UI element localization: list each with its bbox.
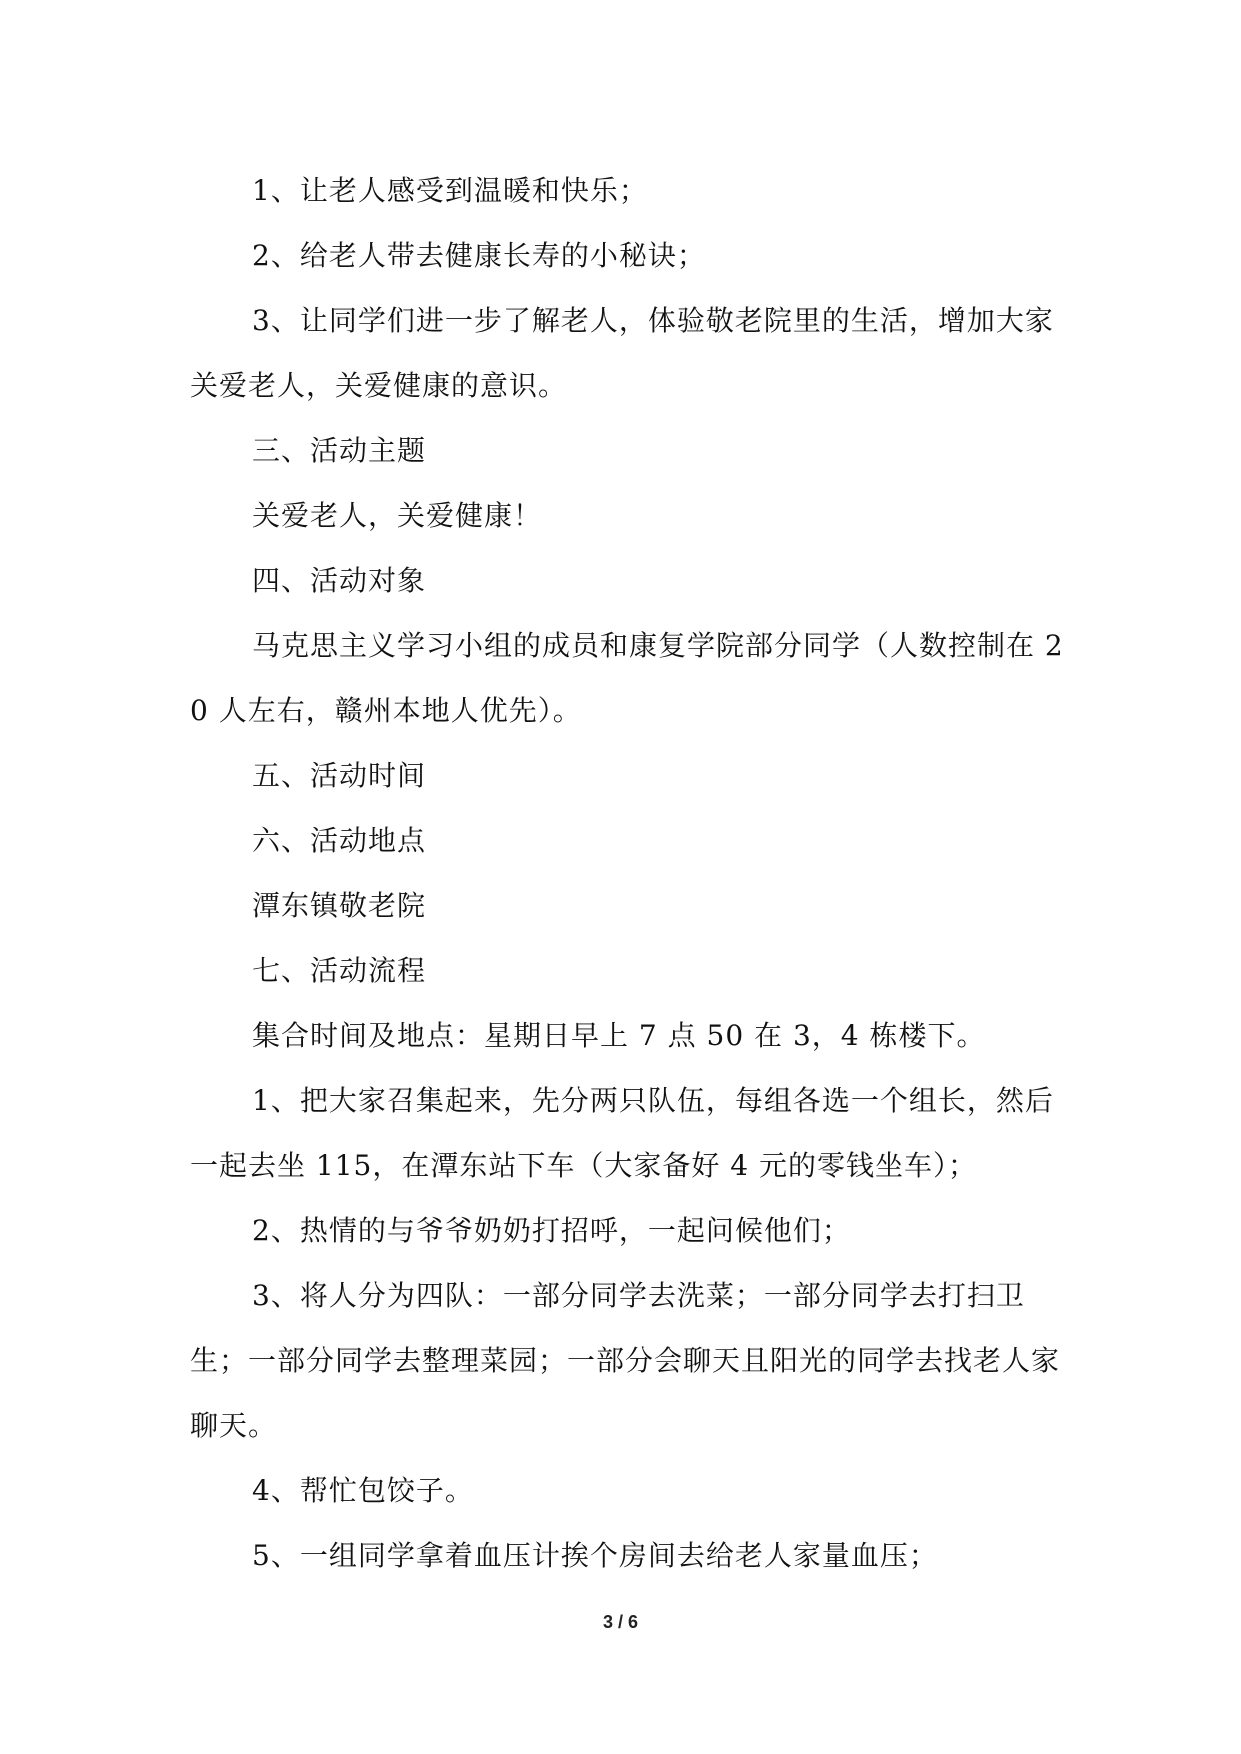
paragraph-step-5: 5、一组同学拿着血压计挨个房间去给老人家量血压； (252, 1539, 938, 1572)
paragraph-goal-2: 2、给老人带去健康长寿的小秘诀； (252, 239, 706, 272)
paragraph-assembly: 集合时间及地点：星期日早上 7 点 50 在 3，4 栋楼下。 (252, 1019, 986, 1052)
paragraph-theme: 关爱老人，关爱健康！ (252, 499, 543, 532)
paragraph-step-3: 3、将人分为四队：一部分同学去洗菜；一部分同学去打扫卫生；一部分同学去整理菜园；一部分会聊天且阳光的同学去找老人家聊天。 (190, 1279, 1061, 1442)
document-body (190, 158, 1070, 1588)
paragraph-goal-1: 1、让老人感受到温暖和快乐； (252, 174, 648, 207)
heading-activity-time: 五、活动时间 (252, 759, 427, 792)
heading-activity-location: 六、活动地点 (252, 824, 427, 857)
paragraph-step-4: 4、帮忙包饺子。 (252, 1474, 474, 1507)
page-number: 3 / 6 (602, 1612, 639, 1632)
paragraph-target: 马克思主义学习小组的成员和康复学院部分同学（人数控制在 20 人左右，赣州本地人优先）。 (190, 629, 1064, 727)
heading-activity-theme: 三、活动主题 (252, 434, 427, 467)
paragraph-goal-3: 3、让同学们进一步了解老人，体验敬老院里的生活，增加大家关爱老人，关爱健康的意识。 (190, 304, 1054, 402)
paragraph-step-2: 2、热情的与爷爷奶奶打招呼，一起问候他们； (252, 1214, 851, 1247)
paragraph-step-1: 1、把大家召集起来，先分两只队伍，每组各选一个组长，然后一起去坐 115，在潭东站下车（大家备好 4 元的零钱坐车）； (190, 1084, 1054, 1182)
paragraph-location: 潭东镇敬老院 (252, 889, 427, 922)
heading-activity-target: 四、活动对象 (252, 564, 427, 597)
heading-activity-process: 七、活动流程 (252, 954, 427, 987)
